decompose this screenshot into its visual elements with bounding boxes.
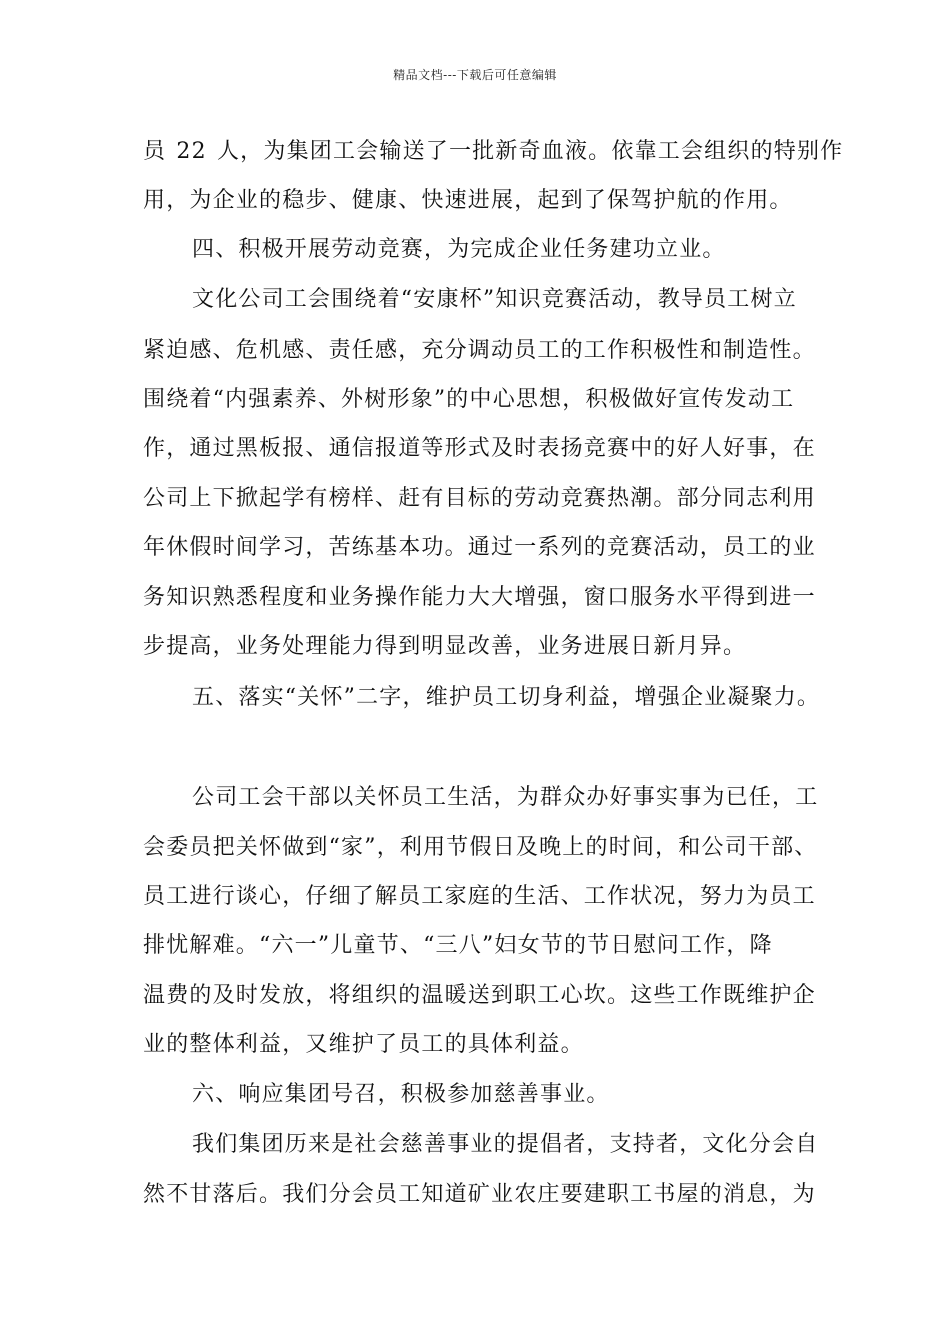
text-line: 员工进行谈心，仔细了解员工家庭的生活、工作状况，努力为员工 [143,884,816,909]
text-line: 紧迫感、危机感、责任感，充分调动员工的工作积极性和制造性。 [143,338,816,363]
text-line: 用，为企业的稳步、健康、快速进展，起到了保驾护航的作用。 [143,188,793,213]
section-heading: 六、响应集团号召，积极参加慈善事业。 [192,1082,610,1107]
section-heading: 五、落实“关怀”二字，维护员工切身利益，增强企业凝聚力。 [192,685,821,710]
text-line: 温费的及时发放，将组织的温暖送到职工心坎。这些工作既维护企 [143,983,816,1008]
text-line: 年休假时间学习，苦练基本功。通过一系列的竞赛活动，员工的业 [143,535,816,560]
text-line: 围绕着“内强素养、外树形象”的中心思想，积极做好宣传发动工 [143,387,795,412]
paragraph-start: 文化公司工会围绕着“安康杯”知识竞赛活动，教导员工树立 [192,287,797,312]
paragraph-start: 公司工会干部以关怀员工生活，为群众办好事实事为已任，工 [192,785,819,810]
paragraph-start: 我们集团历来是社会慈善事业的提倡者，支持者，文化分会自 [192,1132,819,1157]
text-line: 作，通过黑板报、通信报道等形式及时表扬竞赛中的好人好事，在 [143,436,816,461]
text-line: 步提高，业务处理能力得到明显改善，业务进展日新月异。 [143,634,747,659]
text-line: 业的整体利益，又维护了员工的具体利益。 [143,1032,584,1057]
text-line: 然不甘落后。我们分会员工知道矿业农庄要建职工书屋的消息，为 [143,1182,816,1207]
text-line: 会委员把关怀做到“家”，利用节假日及晚上的时间，和公司干部、 [143,835,818,860]
text-line: 排忧解难。“六一”儿童节、“三八”妇女节的节日慰问工作，降 [143,933,773,958]
section-heading: 四、积极开展劳动竞赛，为完成企业任务建功立业。 [192,237,726,262]
text-line: 员 22 人，为集团工会输送了一批新奇血液。依靠工会组织的特别作 [143,139,844,164]
text-line: 公司上下掀起学有榜样、赶有目标的劳动竞赛热潮。部分同志利用 [143,486,816,511]
text-line: 务知识熟悉程度和业务操作能力大大增强，窗口服务水平得到进一 [143,585,816,610]
page-header: 精品文档---下载后可任意编辑 [393,68,557,82]
